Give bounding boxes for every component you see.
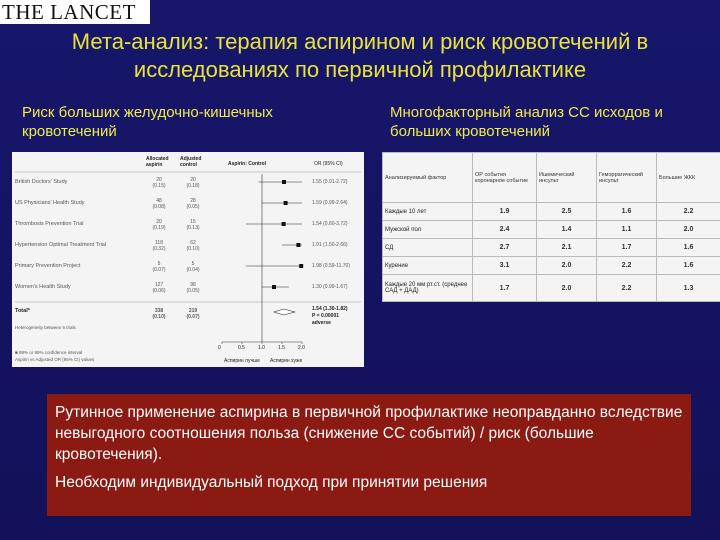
cell: 2.0	[657, 221, 720, 239]
study-allocated: 48 (0.08)	[152, 198, 166, 210]
study-allocated: 20 (0.15)	[152, 177, 166, 189]
table-row	[383, 221, 720, 239]
favours-left: Аспирин лучше	[224, 358, 260, 364]
header-ischemic: Ишемический инсульт	[537, 153, 597, 203]
axis-tick-label: 1.5	[278, 345, 285, 351]
conclusion-text-2: Необходим индивидуальный подход при принятии решения	[55, 474, 488, 491]
table-row	[383, 257, 720, 275]
summary-diamond	[274, 309, 295, 315]
study-adjusted: 5 (0.04)	[186, 261, 200, 273]
cell: 1.7	[473, 275, 537, 302]
conclusion-box	[47, 394, 691, 516]
axis-tick-label: 2.0	[298, 345, 305, 351]
study-adjusted: 20 (0.18)	[186, 177, 200, 189]
cell: 2.5	[537, 203, 597, 221]
point-estimate	[272, 285, 276, 289]
axis-tick-label: 1.0	[258, 345, 265, 351]
point-estimate	[284, 201, 288, 205]
cell: 1.9	[473, 203, 537, 221]
study-adjusted: 28 (0.05)	[186, 198, 200, 210]
study-allocated: 118 (0.32)	[152, 240, 166, 252]
cell: 2.0	[537, 257, 597, 275]
axis-tick-label: 0	[218, 345, 221, 351]
point-estimate	[282, 222, 286, 226]
cell: 2.2	[597, 275, 657, 302]
study-or: 1.55 (0.91-2.72)	[312, 179, 348, 185]
study-or: 1.91 (1.50-2.66)	[312, 242, 348, 248]
forest-plot	[12, 152, 364, 367]
header-factor: Анализируемый фактор	[383, 153, 473, 203]
cell: 1.4	[537, 221, 597, 239]
header-coronary: ОР события коронарное событие	[473, 153, 537, 203]
total-adjusted: 219 (0.07)	[186, 308, 200, 320]
lancet-logo: THE LANCET	[0, 0, 150, 24]
cell: 2.0	[537, 275, 597, 302]
conclusion-text-1: Рутинное применение аспирина в первичной профилактике неоправданно вследствие невыгодного соотношения польза (снижение СС событий) / риск (большие кровотечения).	[55, 404, 683, 463]
point-estimate	[296, 243, 300, 247]
row-factor: Каждые 10 лет	[383, 203, 473, 221]
table-row	[383, 239, 720, 257]
col-plot: Aspirin: Control	[228, 161, 267, 167]
cell: 1.6	[657, 257, 720, 275]
study-or: 1.30 (0.99-1.67)	[312, 284, 348, 290]
slide-title	[20, 28, 700, 84]
study-name: Women's Health Study	[15, 284, 71, 290]
header-hemorrhagic: Геморрагический инсульт	[597, 153, 657, 203]
row-factor: СД	[383, 239, 473, 257]
study-adjusted: 98 (0.05)	[186, 282, 200, 294]
left-heading: Риск больших желудочно-кишечных кровотечений	[22, 104, 273, 140]
study-allocated: 127 (0.06)	[152, 282, 166, 294]
total-or: 1.54 (1.30-1.82)	[312, 306, 348, 312]
study-adjusted: 15 (0.13)	[186, 219, 200, 231]
footnote-2: Aspirin vs Adjusted OR (95% CI) values	[15, 357, 95, 362]
study-name: Thrombosis Prevention Trial	[15, 221, 84, 227]
row-factor: Курение	[383, 257, 473, 275]
cell: 2.2	[657, 203, 720, 221]
table-row	[383, 203, 720, 221]
study-adjusted: 62 (0.10)	[186, 240, 200, 252]
point-estimate	[282, 180, 286, 184]
total-allocated: 338 (0.10)	[152, 308, 166, 320]
title-line-1: Мета-анализ: терапия аспирином и риск кровотечений в	[71, 29, 649, 54]
table-row	[383, 275, 720, 302]
cell: 2.2	[597, 257, 657, 275]
study-or: 1.98 (0.59-11.70)	[312, 263, 350, 269]
cell: 2.7	[473, 239, 537, 257]
col-adjusted: Adjusted control	[180, 156, 202, 168]
total-p: P = 0.00001	[312, 313, 340, 319]
header-gi-bleeding: Большие ЖКК	[657, 153, 720, 203]
point-estimate	[299, 264, 303, 268]
title-line-2: исследованиях по первичной профилактике	[133, 57, 587, 82]
cell: 1.6	[597, 203, 657, 221]
study-allocated: 20 (0.19)	[152, 219, 166, 231]
cell: 2.1	[537, 239, 597, 257]
cell: 1.1	[597, 221, 657, 239]
row-factor: Каждые 20 мм рт.ст. (среднее САД + ДАД)	[383, 275, 473, 302]
study-name: Primary Prevention Project	[15, 263, 81, 269]
study-name: Hypertension Optimal Treatment Trial	[15, 242, 107, 248]
study-or: 1.59 (0.99-2.64)	[312, 200, 348, 206]
total-label: Total*	[15, 308, 30, 314]
cell: 1.6	[657, 239, 720, 257]
favours-right: Аспирин хуже	[270, 358, 303, 364]
footnote-1: ■ 99% or 95% confidence interval	[15, 350, 83, 355]
total-note: adverse	[312, 320, 331, 326]
study-name: US Physicians' Health Study	[15, 200, 85, 206]
row-factor: Мужской пол	[383, 221, 473, 239]
multifactor-table	[382, 152, 720, 302]
cell: 2.4	[473, 221, 537, 239]
cell: 1.3	[657, 275, 720, 302]
col-allocated: Allocated aspirin	[146, 156, 169, 168]
study-or: 1.54 (0.60-3.72)	[312, 221, 348, 227]
col-or: OR (95% CI)	[314, 161, 343, 167]
cell: 3.1	[473, 257, 537, 275]
heterogeneity: Heterogeneity between 6 trials	[15, 325, 76, 330]
cell: 1.7	[597, 239, 657, 257]
axis-tick-label: 0.5	[238, 345, 245, 351]
study-allocated: 5 (0.07)	[152, 261, 166, 273]
study-name: British Doctors' Study	[15, 179, 68, 185]
right-heading: Многофакторный анализ СС исходов и больших кровотечений	[390, 104, 663, 140]
